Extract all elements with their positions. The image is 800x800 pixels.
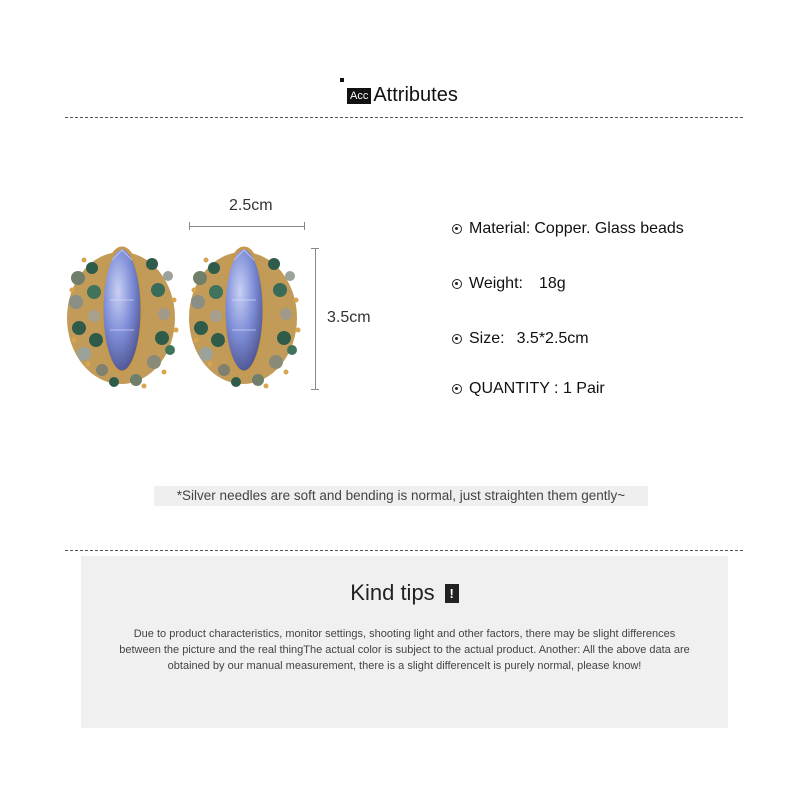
width-line: [189, 226, 304, 227]
spec-value: Copper. Glass beads: [534, 220, 684, 237]
tips-title: Kind tips: [350, 580, 435, 605]
height-line: [315, 248, 316, 389]
spec-value: 18g: [538, 275, 566, 292]
bullet-icon: [452, 384, 462, 394]
spec-label: QUANTITY : 1 Pair: [469, 380, 605, 397]
tips-body: Due to product characteristics, monitor settings, shooting light and other factors, there may be slight differences between the picture and the real thingThe actual color is subject to the actual product. Another: All the above data are obtained by our manual measurement, there is a slight differenceIt is purely normal, please know!: [119, 628, 690, 672]
title-badge: Acc: [347, 88, 371, 104]
width-tick-right: [304, 222, 305, 230]
spec-value: 3.5*2.5cm: [516, 330, 589, 347]
exclamation-icon: !: [445, 584, 459, 603]
earring-left: [67, 248, 179, 389]
spec-material: [452, 220, 684, 238]
bullet-icon: [452, 334, 462, 344]
width-tick-left: [189, 222, 190, 230]
section-header: [340, 78, 458, 108]
title-dot: [340, 78, 344, 82]
earring-right: [189, 248, 301, 389]
height-label: 3.5cm: [327, 309, 371, 326]
spec-size: [452, 330, 589, 348]
kind-tips-panel: [81, 556, 728, 728]
bullet-icon: [452, 224, 462, 234]
width-label: 2.5cm: [229, 197, 273, 214]
bullet-icon: [452, 279, 462, 289]
tips-heading: [81, 580, 728, 606]
page-title: Attributes: [373, 83, 458, 106]
spec-label: Material:: [469, 220, 531, 237]
earrings-product-image: [64, 240, 314, 395]
spec-weight: [452, 275, 566, 293]
spec-quantity: [452, 380, 605, 398]
care-note: *Silver needles are soft and bending is normal, just straighten them gently~: [154, 486, 648, 506]
spec-label: Size:: [469, 330, 505, 347]
top-divider: [65, 117, 743, 118]
spec-label: Weight:: [469, 275, 523, 292]
bottom-divider: [65, 550, 743, 551]
